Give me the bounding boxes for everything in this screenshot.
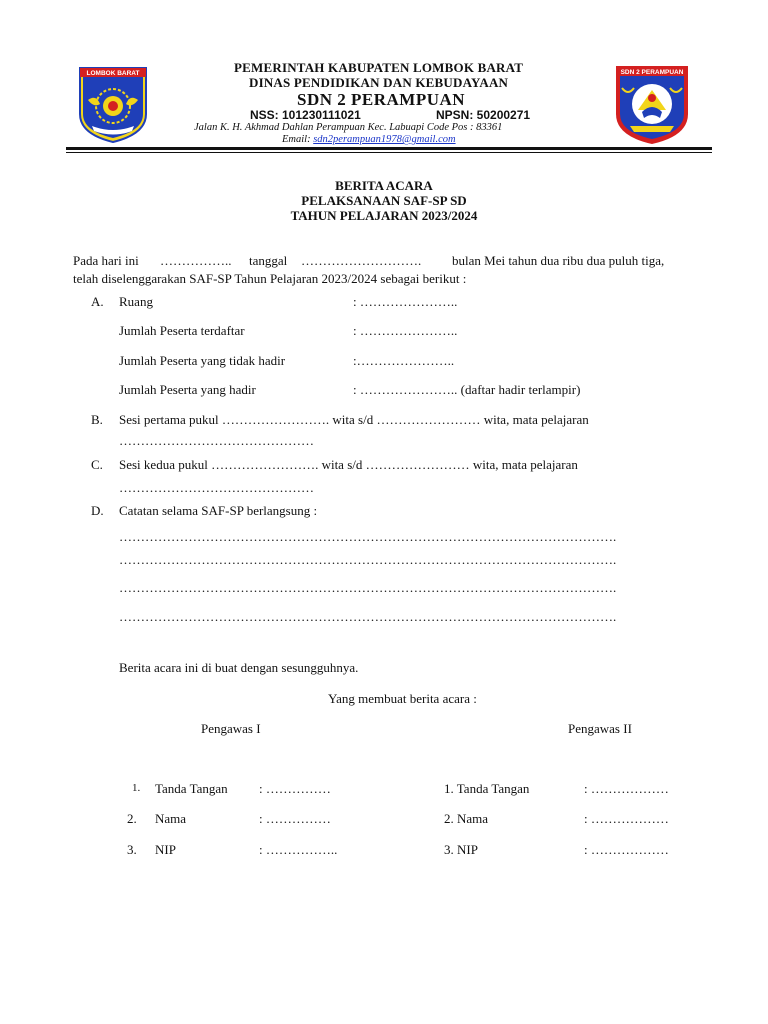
sig-left-label: NIP (155, 842, 176, 857)
pengawas-2-title: Pengawas II (568, 721, 632, 736)
sig-right-value: : ……………… (584, 781, 669, 796)
notes-line: ……………………………………………………………………………………………………. (119, 552, 617, 567)
school-name: SDN 2 PERAMPUAN (297, 90, 466, 109)
row-value: : ………………….. (daftar hadir terlampir) (353, 382, 581, 397)
notes-line: ……………………………………………………………………………………………………. (119, 609, 617, 624)
sig-right-label: 3. NIP (444, 842, 478, 857)
section-d-label: Catatan selama SAF-SP berlangsung : (119, 503, 318, 518)
sig-right-label: 1. Tanda Tangan (444, 781, 530, 796)
row-value: : ………………….. (353, 323, 458, 338)
row-label: Ruang (119, 294, 153, 309)
kop-rule-thin (66, 152, 712, 153)
sig-left-value: : …………… (259, 811, 331, 826)
intro-date-blank: ………………………. (301, 253, 422, 268)
sig-left-num: 1. (132, 782, 141, 794)
sig-right-value: : ……………… (584, 811, 669, 826)
kop-line-1: PEMERINTAH KABUPATEN LOMBOK BARAT (234, 60, 524, 75)
section-b-letter: B. (91, 412, 103, 427)
made-by-label: Yang membuat berita acara : (328, 691, 477, 706)
notes-line: ……………………………………………………………………………………………………. (119, 529, 617, 544)
notes-line: ……………………………………………………………………………………………………. (119, 580, 617, 595)
email-line (282, 134, 456, 145)
intro-line-2: telah diselenggarakan SAF-SP Tahun Pelajaran 2023/2024 sebagai berikut : (73, 271, 467, 286)
row-value: :………………….. (353, 353, 455, 368)
pengawas-1-title: Pengawas I (201, 721, 261, 736)
npsn: NPSN: 50200271 (436, 108, 531, 122)
section-c-line-2: ……………………………………… (119, 480, 314, 495)
doc-title-2: PELAKSANAAN SAF-SP SD (301, 193, 467, 208)
email-label: Email: (282, 134, 311, 145)
email-link[interactable]: sdn2perampuan1978@gmail.com (313, 134, 456, 145)
row-label: Jumlah Peserta yang hadir (119, 382, 256, 397)
intro-month-text: bulan Mei tahun dua ribu dua puluh tiga, (452, 253, 665, 268)
kop-rule-thick (66, 147, 712, 150)
sig-left-value: : …………….. (259, 842, 338, 857)
section-c-line-1: Sesi kedua pukul ……………………. wita s/d …………………… wita, mata pelajaran (119, 457, 578, 472)
sig-left-label: Tanda Tangan (155, 781, 228, 796)
sig-left-value: : …………… (259, 781, 331, 796)
section-b-line-2: ……………………………………… (119, 433, 314, 448)
sig-left-label: Nama (155, 811, 187, 826)
section-c-letter: C. (91, 457, 103, 472)
row-label: Jumlah Peserta yang tidak hadir (119, 353, 286, 368)
nss: NSS: 101230111021 (250, 108, 361, 122)
sig-left-num: 2. (127, 811, 137, 826)
logo-left-text: LOMBOK BARAT (86, 70, 140, 77)
doc-title-3: TAHUN PELAJARAN 2023/2024 (290, 208, 478, 223)
section-b-line-1: Sesi pertama pukul ……………………. wita s/d …………………… wita, mata pelajaran (119, 412, 589, 427)
sig-right-value: : ……………… (584, 842, 669, 857)
address: Jalan K. H. Akhmad Dahlan Perampuan Kec. Labuapi Code Pos : 83361 (194, 122, 503, 133)
sig-left-num: 3. (127, 842, 137, 857)
row-value: : ………………….. (353, 294, 458, 309)
intro-day-label: Pada hari ini (73, 253, 139, 268)
kop-line-2: DINAS PENDIDIKAN DAN KEBUDAYAAN (249, 75, 509, 90)
section-d-letter: D. (91, 503, 104, 518)
closing-statement: Berita acara ini di buat dengan sesungguhnya. (119, 660, 359, 675)
doc-title-1: BERITA ACARA (335, 178, 433, 193)
intro-day-blank: …………….. (160, 253, 232, 268)
sig-right-label: 2. Nama (444, 811, 489, 826)
logo-right-text: SDN 2 PERAMPUAN (620, 69, 684, 76)
lombok-barat-logo-icon (76, 64, 150, 144)
intro-date-label: tanggal (249, 253, 288, 268)
sdn2-perampuan-logo-icon (612, 62, 692, 146)
row-label: Jumlah Peserta terdaftar (119, 323, 245, 338)
section-a-letter: A. (91, 294, 104, 309)
